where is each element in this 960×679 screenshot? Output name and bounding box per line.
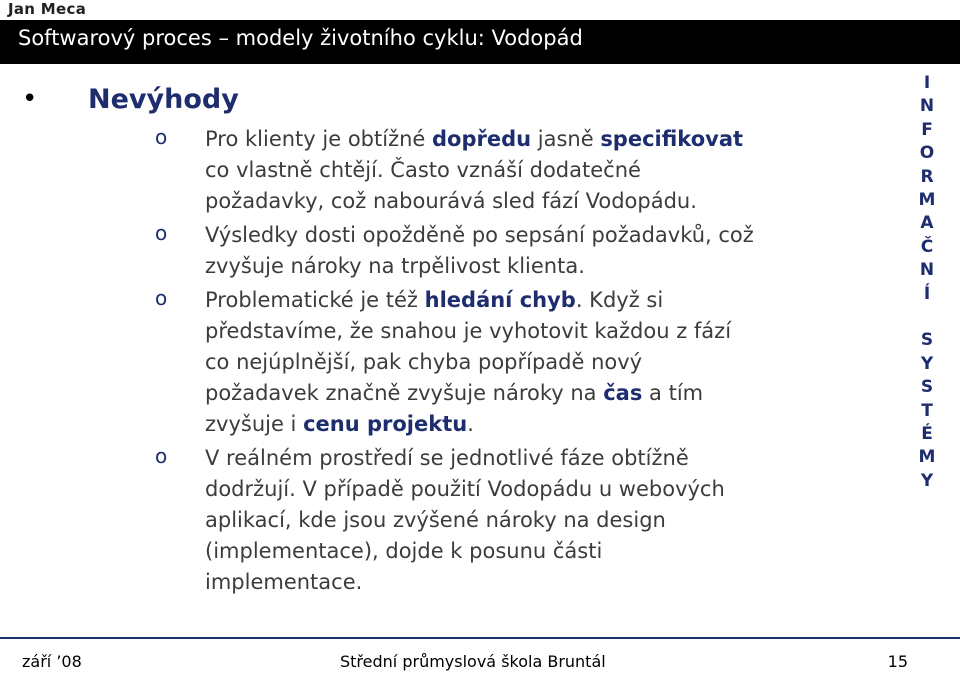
sidebar-letter: T — [921, 400, 933, 421]
sidebar-letter: M — [918, 190, 936, 211]
text-segment: Pro klienty je obtížné — [205, 127, 432, 151]
sub-bullet-icon: o — [155, 125, 168, 149]
text-segment: jasně — [531, 127, 601, 151]
text-line — [205, 220, 890, 251]
text-line — [205, 443, 890, 474]
text-line — [205, 124, 890, 155]
list-item — [0, 443, 900, 598]
text-line — [205, 409, 890, 440]
emphasis-text: dopředu — [432, 127, 532, 151]
author-name: Jan Meca — [8, 0, 87, 18]
text-line — [205, 378, 890, 409]
text-segment: požadavky, což nabourává sled fází Vodopádu. — [205, 189, 697, 213]
list-item — [0, 124, 900, 217]
emphasis-text: specifikovat — [600, 127, 744, 151]
text-line — [205, 155, 890, 186]
text-line — [205, 474, 890, 505]
list-item — [0, 285, 900, 440]
emphasis-text: hledání chyb — [424, 288, 576, 312]
text-segment: co vlastně chtějí. Často vznáší dodatečné — [205, 158, 641, 182]
sidebar-letter: N — [919, 260, 935, 281]
emphasis-text: čas — [603, 381, 643, 405]
sidebar-letter: S — [920, 330, 934, 351]
list-item-text — [205, 443, 890, 598]
sub-bullet-icon: o — [155, 444, 168, 468]
sidebar-letter: Í — [923, 283, 931, 304]
text-line — [205, 316, 890, 347]
sidebar-letter: Č — [920, 236, 934, 257]
title-bar — [0, 20, 960, 64]
footer-school: Střední průmyslová škola Bruntál — [340, 652, 606, 671]
page-number: 15 — [887, 652, 908, 671]
text-segment: V reálném prostředí se jednotlivé fáze obtížně — [205, 446, 689, 470]
sidebar-letter: I — [923, 73, 931, 93]
sub-bullet-icon: o — [155, 221, 168, 245]
sidebar-vertical-text — [912, 72, 942, 493]
sidebar-letter: A — [920, 213, 934, 234]
sub-bullet-icon: o — [155, 286, 168, 310]
sidebar-letter: S — [920, 377, 934, 398]
list-item — [0, 220, 900, 282]
sidebar-letter: R — [920, 166, 934, 187]
sidebar-letter: F — [921, 119, 933, 140]
text-segment: co nejúplnější, pak chyba popřípadě nový — [205, 350, 643, 374]
sidebar-letter: N — [919, 96, 935, 117]
slide-title: Softwarový proces – modely životního cyklu: Vodopád — [18, 26, 583, 50]
section-heading: Nevýhody — [88, 84, 239, 115]
sidebar-letter: O — [919, 143, 935, 164]
text-segment: Výsledky dosti opožděně po sepsání požadavků, což — [205, 223, 754, 247]
text-segment: dodržují. V případě použití Vodopádu u webových — [205, 477, 725, 501]
sidebar-letter — [912, 306, 942, 329]
bullet-list — [0, 124, 900, 598]
text-segment: aplikací, kde jsou zvýšené nároky na design — [205, 508, 666, 532]
text-line — [205, 347, 890, 378]
main-bullet-icon: • — [22, 84, 38, 114]
sidebar-letter: M — [918, 447, 936, 468]
footer-date: září ’08 — [22, 652, 82, 671]
text-segment: požadavek značně zvyšuje nároky na — [205, 381, 604, 405]
list-item-text — [205, 124, 890, 217]
text-line — [205, 536, 890, 567]
text-segment: Problematické je též — [205, 288, 425, 312]
sidebar-letter: Y — [920, 470, 934, 491]
text-segment: . — [467, 412, 474, 436]
text-segment: a tím — [642, 381, 704, 405]
text-line — [205, 251, 890, 282]
list-item-text — [205, 285, 890, 440]
text-line — [205, 505, 890, 536]
text-segment: představíme, že snahou je vyhotovit každou z fází — [205, 319, 732, 343]
text-segment: implementace. — [205, 570, 363, 594]
text-segment: zvyšuje i — [205, 412, 304, 436]
text-segment: zvyšuje nároky na trpělivost klienta. — [205, 254, 585, 278]
text-line — [205, 567, 890, 598]
emphasis-text: cenu projektu — [303, 412, 468, 436]
text-segment: (implementace), dojde k posunu části — [205, 539, 603, 563]
text-segment: . Když si — [575, 288, 664, 312]
footer — [0, 637, 960, 679]
sidebar-letter: É — [921, 424, 933, 445]
list-item-text — [205, 220, 890, 282]
sidebar-letter: Y — [920, 353, 934, 374]
text-line — [205, 186, 890, 217]
text-line — [205, 285, 890, 316]
